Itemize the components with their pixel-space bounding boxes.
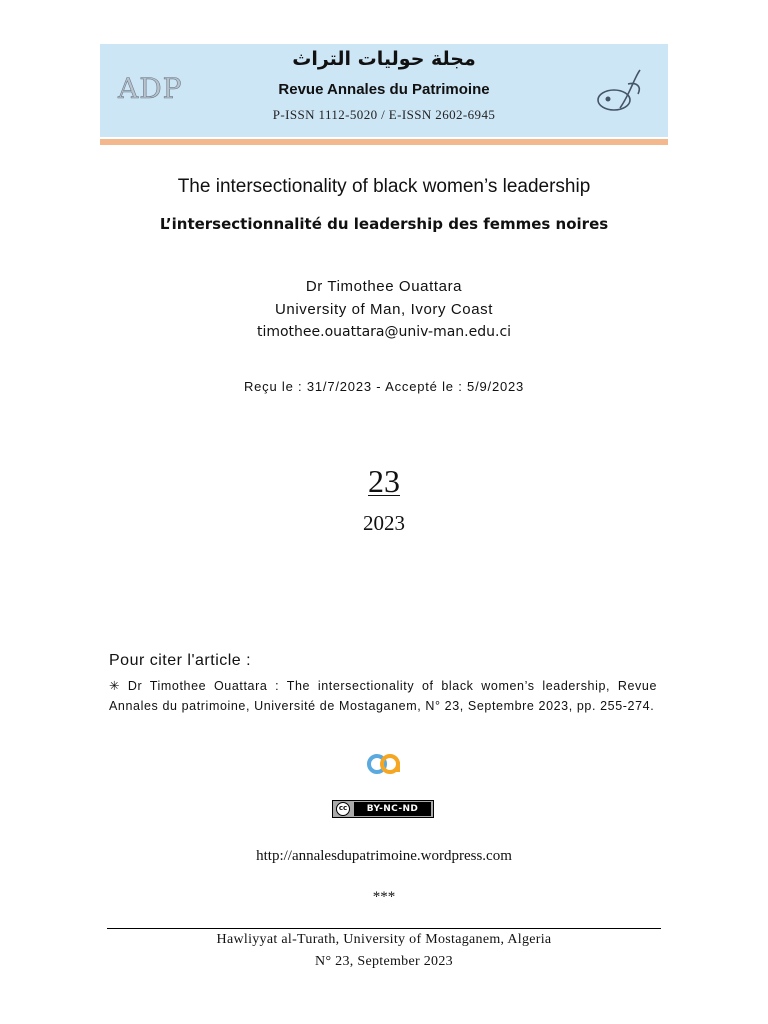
issue-number-text: 23 bbox=[368, 463, 400, 499]
author-affiliation: University of Man, Ivory Coast bbox=[274, 301, 494, 318]
article-title-french: L’intersectionnalité du leadership des femmes noires bbox=[159, 215, 609, 233]
cc-license-badge[interactable] bbox=[332, 800, 434, 818]
received-accepted-dates: Reçu le : 31/7/2023 - Accepté le : 5/9/2023 bbox=[243, 379, 525, 394]
separator-stars: *** bbox=[372, 889, 396, 905]
cc-icon: cc bbox=[336, 802, 350, 816]
author-email[interactable]: timothee.ouattara@univ-man.edu.ci bbox=[256, 324, 512, 340]
journal-banner bbox=[100, 44, 668, 137]
issn-line: P-ISSN 1112-5020 / E-ISSN 2602-6945 bbox=[272, 107, 496, 122]
citation-text: ✳ Dr Timothee Ouattara : The intersectionality of black women’s leadership, Revue Annales du patrimoine, Université de Mostaganem, N° 23, Septembre 2023, pp. 255-274. bbox=[109, 679, 657, 713]
author-name: Dr Timothee Ouattara bbox=[305, 278, 463, 295]
article-title-english: The intersectionality of black women’s leadership bbox=[177, 176, 591, 197]
cc-license-label: BY-NC-ND bbox=[354, 802, 431, 816]
footer-journal-info: Hawliyyat al-Turath, University of Mostaganem, Algeria bbox=[216, 932, 552, 947]
open-access-icon bbox=[366, 752, 402, 776]
footer-issue-info: N° 23, September 2023 bbox=[315, 954, 453, 969]
citation-heading: Pour citer l'article : bbox=[109, 652, 252, 669]
footer-divider bbox=[107, 928, 661, 929]
journal-emblem-icon bbox=[590, 64, 650, 120]
adp-logo: ADP bbox=[118, 72, 183, 105]
issue-year: 2023 bbox=[363, 511, 405, 535]
banner-accent-line bbox=[100, 139, 668, 145]
journal-name-french: Revue Annales du Patrimoine bbox=[278, 81, 490, 98]
journal-name-arabic: مجلة حوليات التراث bbox=[292, 48, 476, 70]
issue-number bbox=[0, 463, 768, 500]
journal-website-link[interactable]: http://annalesdupatrimoine.wordpress.com bbox=[256, 848, 512, 864]
